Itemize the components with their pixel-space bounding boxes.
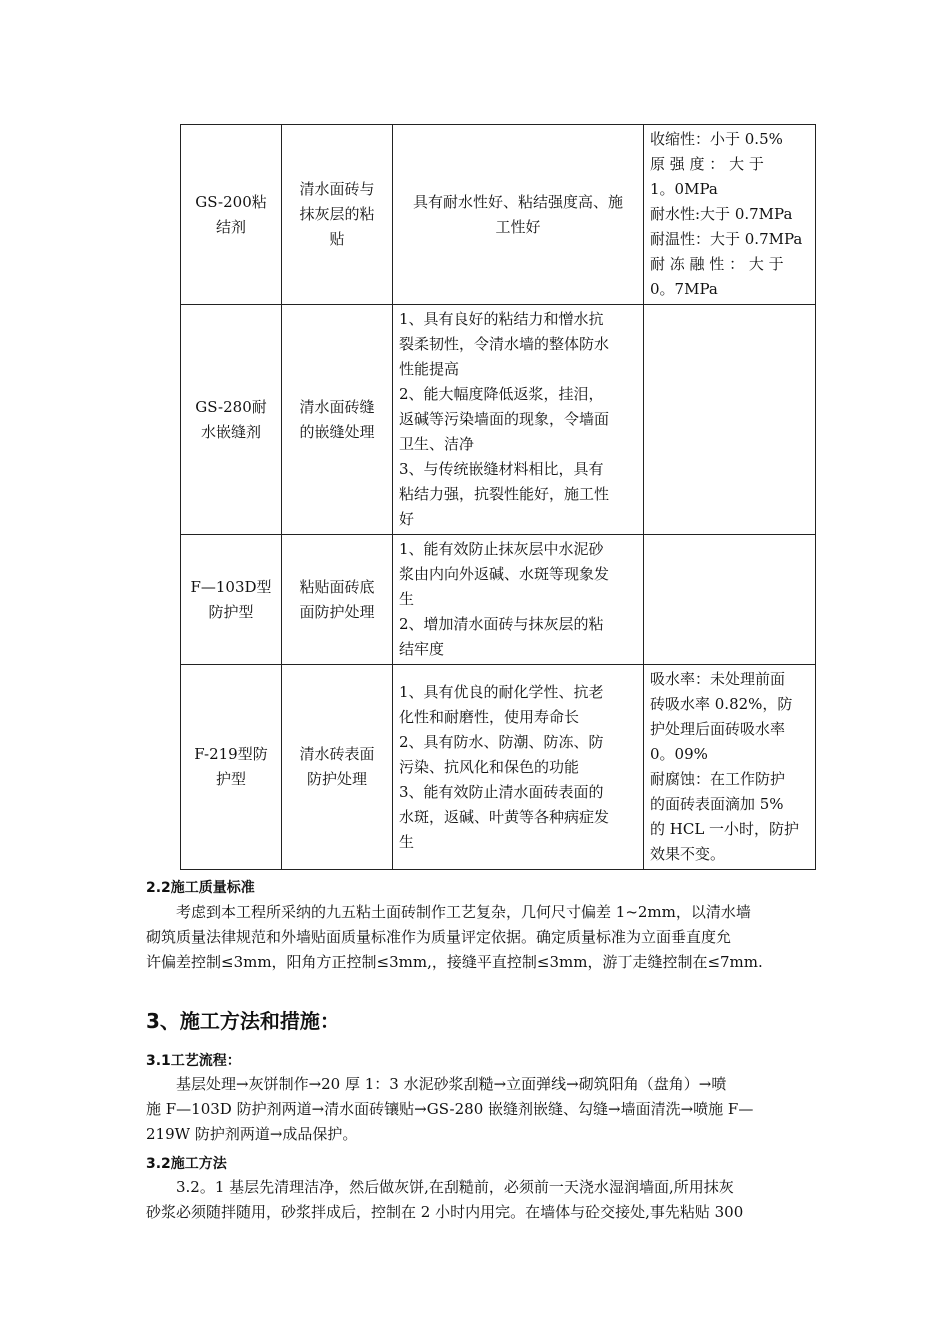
- material-features-cell: [393, 125, 644, 305]
- material-name: F-219型防 护型: [194, 745, 268, 788]
- material-use: 清水面砖与 抹灰层的粘 贴: [299, 180, 375, 248]
- materials-table: [180, 124, 816, 870]
- material-use: 清水面砖缝 的嵌缝处理: [299, 397, 375, 441]
- cell-line: 化性和耐磨性，使用寿命长: [399, 707, 580, 726]
- cell-line: 0。09%: [650, 745, 708, 763]
- material-use: 粘贴面砖底 面防护处理: [299, 577, 375, 621]
- cell-line: 结牢度: [399, 640, 445, 658]
- section-3-1-paragraph: [146, 1072, 814, 1147]
- cell-line: 1。0MPa: [650, 180, 718, 198]
- paragraph-line: 许偏差控制≤3mm，阳角方正控制≤3mm,，接缝平直控制≤3mm，游丁走缝控制在≤7mm.: [146, 953, 763, 971]
- section-3-1-heading: 3.1工艺流程：: [146, 1053, 241, 1069]
- cell-line: 护处理后面砖吸水率: [650, 720, 786, 738]
- paragraph-line: 砌筑质量法律规范和外墙贴面质量标准作为质量评定依据。确定质量标准为立面垂直度允: [146, 928, 732, 946]
- cell-line: 耐 冻 融 性 ： 大 于: [650, 255, 784, 273]
- cell-line: 砖吸水率 0.82%，防: [650, 695, 793, 713]
- paragraph-line: 基层处理→灰饼制作→20 厚 1：3 水泥砂浆刮糙→立面弹线→砌筑阳角（盘角）→喷: [146, 1075, 727, 1093]
- section-3-2-paragraph: [146, 1175, 814, 1225]
- cell-line: 的面砖表面滴加 5%: [650, 795, 784, 813]
- cell-line: 性能提高: [399, 360, 460, 378]
- cell-line: 返碱等污染墙面的现象，令墙面: [399, 410, 610, 428]
- material-name: GS-280耐 水嵌缝剂: [195, 397, 267, 441]
- paragraph-line: 3.2。1 基层先清理洁净，然后做灰饼,在刮糙前，必须前一天浇水湿润墙面,所用抹灰: [146, 1178, 734, 1196]
- cell-line: 3、能有效防止清水面砖表面的: [399, 782, 604, 801]
- cell-line: 粘结力强，抗裂性能好，施工性: [399, 485, 610, 503]
- cell-line: 耐温性：大于 0.7MPa: [650, 230, 803, 248]
- material-use: 清水砖表面 防护处理: [299, 745, 375, 788]
- paragraph-line: 施 F—103D 防护剂两道→清水面砖镶贴→GS-280 嵌缝剂嵌缝、勾缝→墙面清洗→喷施 F—: [146, 1100, 754, 1118]
- cell-line: 卫生、洁净: [399, 435, 475, 453]
- table-row: [181, 665, 816, 870]
- section-3-2-heading: 3.2施工方法: [146, 1156, 227, 1172]
- cell-line: 生: [399, 590, 415, 608]
- cell-line: 原 强 度 ： 大 于: [650, 155, 764, 173]
- material-features-cell: [393, 665, 644, 870]
- section-2-2-paragraph: [146, 900, 814, 975]
- table-row: [181, 535, 816, 665]
- material-use-cell: [282, 535, 393, 665]
- material-performance-cell: [644, 535, 816, 665]
- material-name: F—103D型 防护型: [190, 577, 272, 621]
- material-use-cell: [282, 125, 393, 305]
- cell-line: 3、与传统嵌缝材料相比，具有: [399, 460, 604, 478]
- paragraph-line: 考虑到本工程所采纳的九五粘土面砖制作工艺复杂，几何尺寸偏差 1~2mm，以清水墙: [146, 903, 751, 921]
- material-name-cell: [181, 125, 282, 305]
- material-name-cell: [181, 535, 282, 665]
- table-row: [181, 305, 816, 535]
- material-features-cell: [393, 305, 644, 535]
- material-performance-cell: [644, 125, 816, 305]
- cell-line: 收缩性：小于 0.5%: [650, 130, 783, 148]
- material-performance-cell: [644, 305, 816, 535]
- cell-line: 水斑，返碱、叶黄等各种病症发: [399, 807, 610, 826]
- section-2-2-heading: 2.2施工质量标准: [146, 880, 255, 896]
- cell-line: 2、能大幅度降低返浆，挂泪，: [399, 385, 604, 403]
- paragraph-line: 砂浆必须随拌随用，砂浆拌成后，控制在 2 小时内用完。在墙体与砼交接处,事先粘贴 300: [146, 1203, 744, 1221]
- cell-line: 裂柔韧性，令清水墙的整体防水: [399, 335, 610, 353]
- material-performance-cell: [644, 665, 816, 870]
- cell-line: 具有耐水性好、粘结强度高、施: [412, 192, 623, 211]
- cell-line: 工性好: [495, 217, 541, 236]
- section-3-heading: 3、施工方法和措施：: [146, 1009, 340, 1033]
- cell-line: 1、具有优良的耐化学性、抗老: [399, 682, 604, 701]
- cell-line: 生: [399, 832, 415, 851]
- material-name-cell: [181, 305, 282, 535]
- cell-line: 耐水性:大于 0.7MPa: [650, 205, 793, 223]
- cell-line: 的 HCL 一小时，防护: [650, 820, 800, 838]
- material-features-cell: [393, 535, 644, 665]
- cell-line: 2、增加清水面砖与抹灰层的粘: [399, 615, 604, 633]
- cell-line: 吸水率：未处理前面: [650, 670, 786, 688]
- cell-line: 污染、抗风化和保色的功能: [399, 757, 580, 776]
- cell-line: 好: [399, 510, 415, 528]
- cell-line: 1、具有良好的粘结力和憎水抗: [399, 310, 604, 328]
- material-name: GS-200粘 结剂: [195, 192, 267, 236]
- cell-line: 0。7MPa: [650, 280, 718, 298]
- cell-line: 效果不变。: [650, 845, 726, 863]
- table-row: [181, 125, 816, 305]
- cell-line: 2、具有防水、防潮、防冻、防: [399, 732, 604, 751]
- cell-line: 耐腐蚀：在工作防护: [650, 770, 786, 788]
- material-name-cell: [181, 665, 282, 870]
- paragraph-line: 219W 防护剂两道→成品保护。: [146, 1125, 358, 1143]
- material-use-cell: [282, 305, 393, 535]
- material-use-cell: [282, 665, 393, 870]
- cell-line: 浆由内向外返碱、水斑等现象发: [399, 565, 610, 583]
- cell-line: 1、能有效防止抹灰层中水泥砂: [399, 540, 604, 558]
